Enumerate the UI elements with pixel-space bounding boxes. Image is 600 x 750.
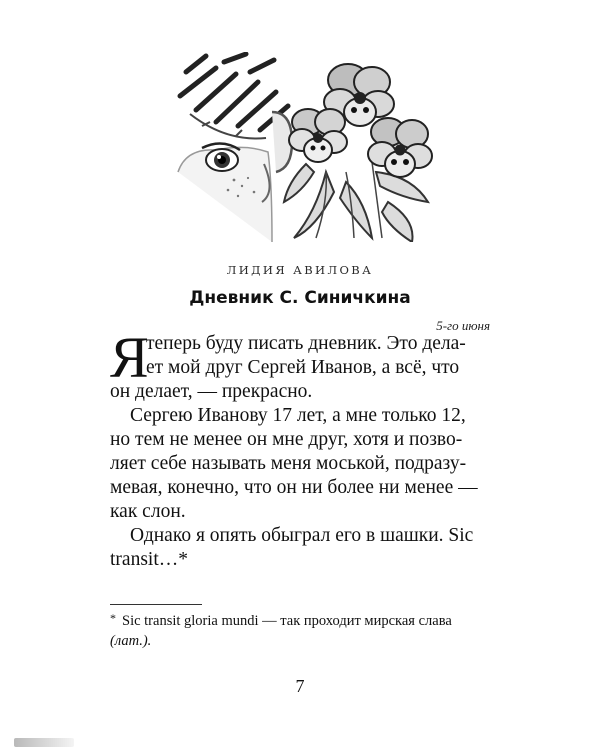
body-line-2: ет мой друг Сергей Иванов, а всё, что	[146, 357, 460, 378]
story-title: Дневник С. Синичкина	[189, 288, 411, 308]
footnote-mark: *	[110, 611, 116, 625]
drop-cap: Я	[110, 325, 149, 390]
page-number: 7	[295, 676, 305, 696]
body-line-6: ляет себе называть меня моськой, подразу-	[110, 453, 467, 474]
body-line-3: он делает, — прекрасно.	[110, 381, 313, 402]
body-line-1: теперь буду писать дневник. Это дела-	[146, 333, 466, 354]
body-line-9: Однако я опять обыграл его в шашки. Sic	[130, 525, 474, 546]
body-line-8: как слон.	[110, 501, 186, 522]
boy-with-pansies-illustration	[176, 52, 440, 242]
footnote-language: (лат.).	[110, 633, 152, 649]
body-line-5: но тем не менее он мне друг, хотя и позво-	[110, 429, 463, 450]
footnote	[110, 608, 502, 651]
pansy-flower-right	[368, 118, 432, 177]
body-line-4: Сергею Иванову 17 лет, а мне только 12,	[130, 405, 466, 426]
body-line-7: мевая, конечно, что он ни более ни менее —	[110, 477, 478, 498]
footnote-text: Sic transit gloria mundi — так проходит мирская слава	[122, 613, 452, 629]
body-line-10: transit…*	[110, 549, 188, 570]
author-name: ЛИДИЯ АВИЛОВА	[226, 263, 374, 277]
footnote-rule	[110, 604, 202, 605]
diary-date: 5-го июня	[436, 318, 490, 333]
scan-corner-mark	[14, 738, 74, 747]
pansy-flower-middle	[289, 109, 347, 162]
